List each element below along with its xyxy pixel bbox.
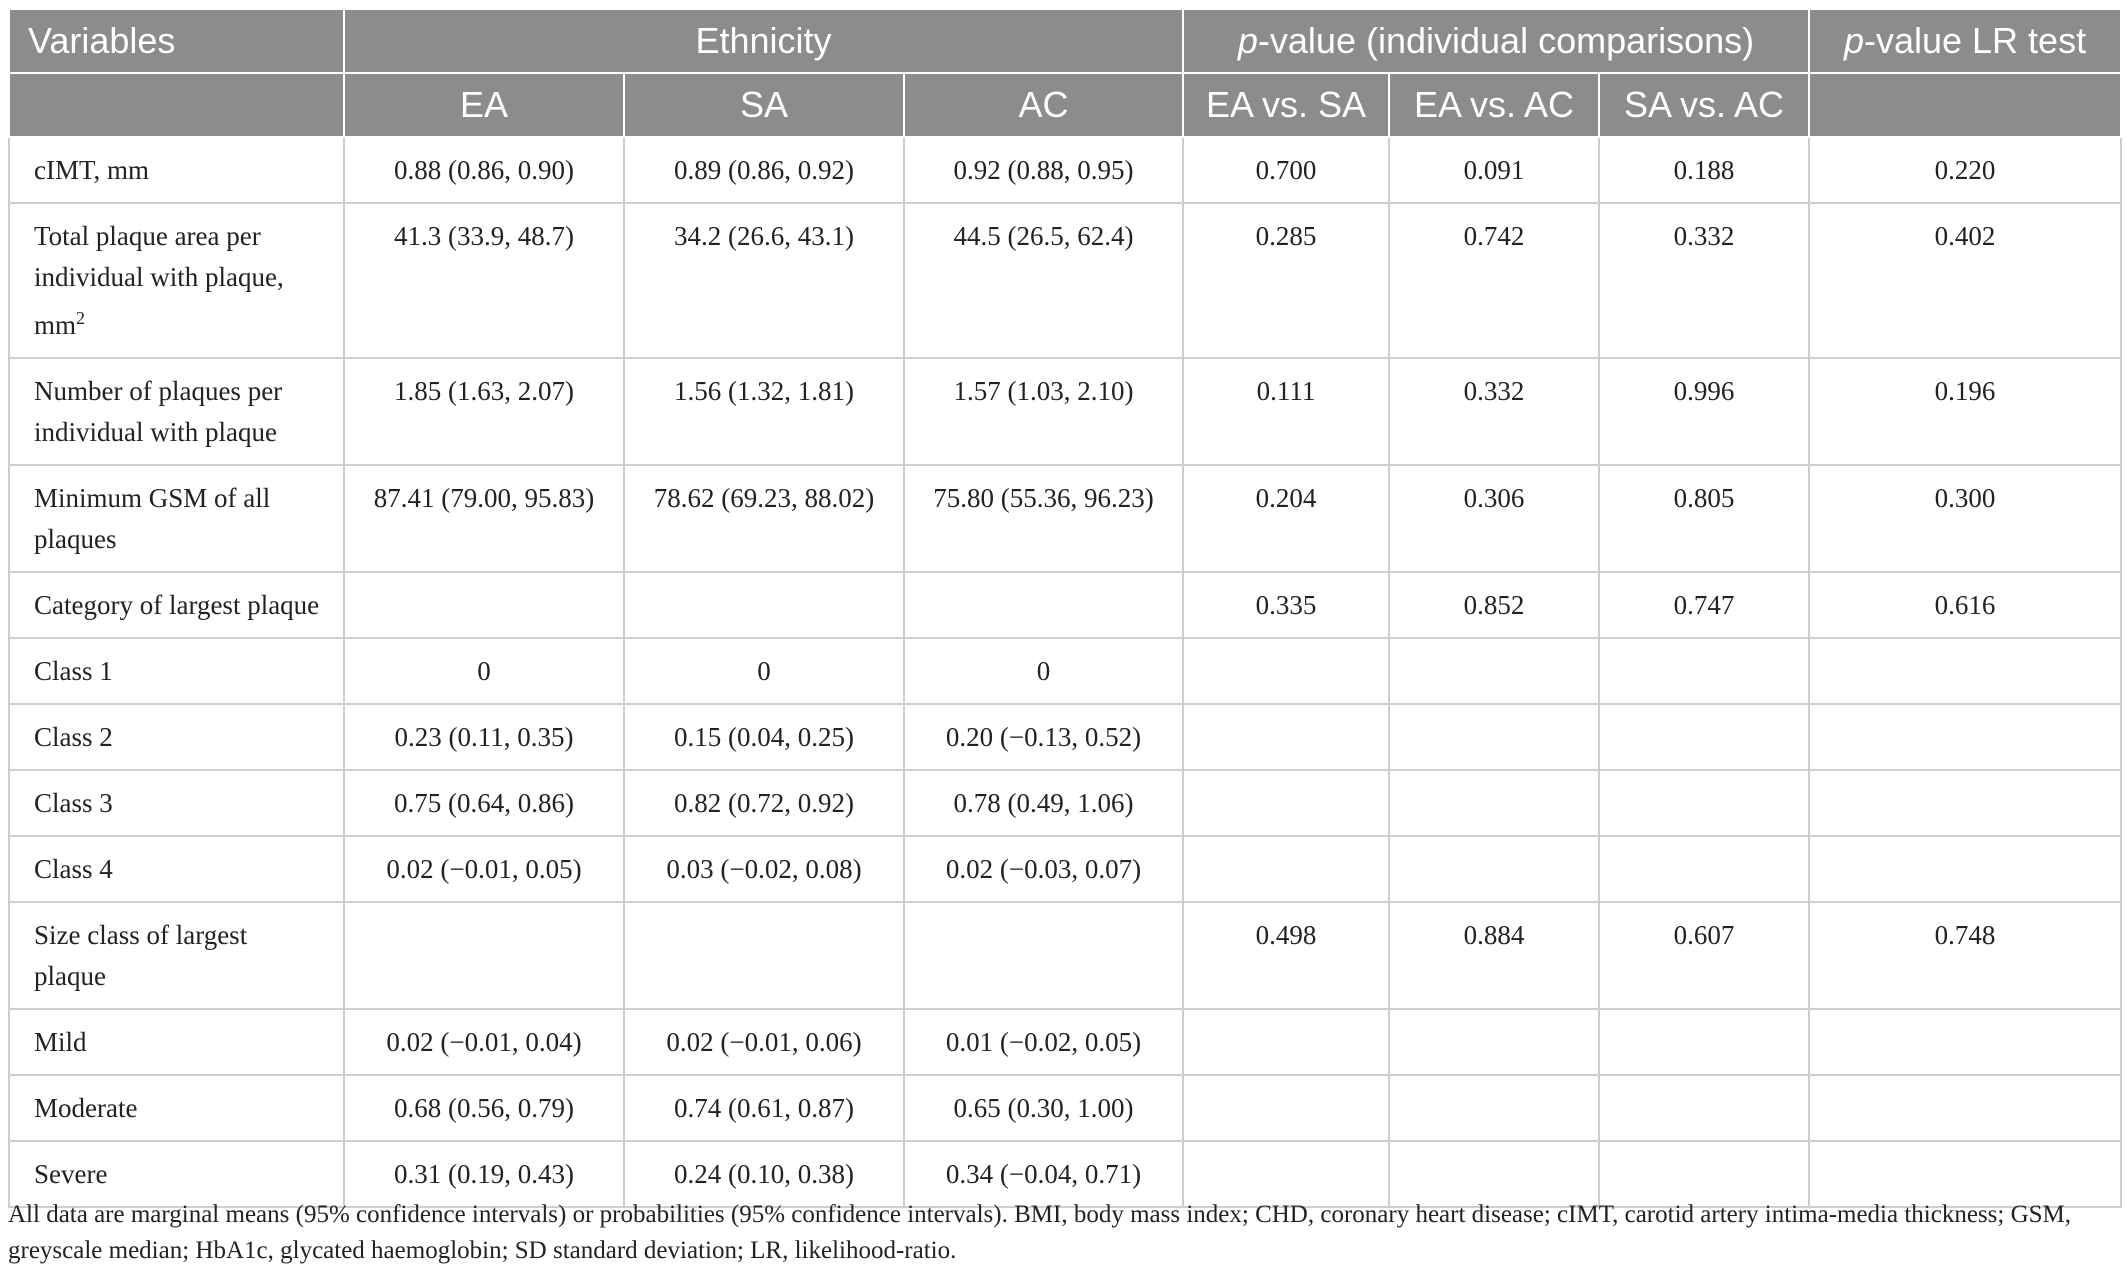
table-row bbox=[9, 137, 2121, 203]
cell-ea-vs-ac: 0.884 bbox=[1389, 902, 1599, 1009]
row-label-text: Moderate bbox=[34, 1093, 138, 1123]
table-row bbox=[9, 704, 2121, 770]
row-label bbox=[9, 902, 344, 1009]
row-label bbox=[9, 137, 344, 203]
cell-ac: 0.01 (−0.02, 0.05) bbox=[904, 1009, 1183, 1075]
cell-ea-vs-ac bbox=[1389, 638, 1599, 704]
row-label bbox=[9, 836, 344, 902]
cell-lr: 0.220 bbox=[1809, 137, 2121, 203]
cell-ea: 0 bbox=[344, 638, 624, 704]
table-row bbox=[9, 572, 2121, 638]
row-label bbox=[9, 572, 344, 638]
row-label-text: Mild bbox=[34, 1027, 87, 1057]
cell-ac: 0.65 (0.30, 1.00) bbox=[904, 1075, 1183, 1141]
row-label-text: Total plaque area per individual with plaque, mm bbox=[34, 221, 284, 340]
cell-ea-vs-ac: 0.852 bbox=[1389, 572, 1599, 638]
cell-ea: 0.31 (0.19, 0.43) bbox=[344, 1141, 624, 1207]
cell-ac bbox=[904, 902, 1183, 1009]
cell-ac bbox=[904, 572, 1183, 638]
cell-sa: 34.2 (26.6, 43.1) bbox=[624, 203, 904, 358]
cell-ea-vs-sa bbox=[1183, 1075, 1389, 1141]
row-label bbox=[9, 1009, 344, 1075]
cell-sa-vs-ac bbox=[1599, 836, 1809, 902]
table-row bbox=[9, 638, 2121, 704]
table-row bbox=[9, 203, 2121, 358]
header-pvalue-individual bbox=[1183, 9, 1809, 73]
results-table bbox=[8, 8, 2122, 1208]
cell-lr: 0.616 bbox=[1809, 572, 2121, 638]
header-ea: EA bbox=[344, 73, 624, 137]
cell-ac: 44.5 (26.5, 62.4) bbox=[904, 203, 1183, 358]
cell-lr bbox=[1809, 836, 2121, 902]
cell-ea-vs-ac: 0.332 bbox=[1389, 358, 1599, 465]
cell-ea-vs-ac bbox=[1389, 836, 1599, 902]
cell-sa: 0.24 (0.10, 0.38) bbox=[624, 1141, 904, 1207]
cell-ea bbox=[344, 902, 624, 1009]
cell-ac: 75.80 (55.36, 96.23) bbox=[904, 465, 1183, 572]
row-label bbox=[9, 465, 344, 572]
cell-sa: 0.82 (0.72, 0.92) bbox=[624, 770, 904, 836]
cell-lr: 0.402 bbox=[1809, 203, 2121, 358]
table-row bbox=[9, 902, 2121, 1009]
cell-lr: 0.196 bbox=[1809, 358, 2121, 465]
table-body bbox=[9, 137, 2121, 1207]
header-ethnicity: Ethnicity bbox=[344, 9, 1183, 73]
header-variables: Variables bbox=[9, 9, 344, 73]
header-pvalue-lr-text: -value LR test bbox=[1863, 20, 2087, 61]
cell-ea-vs-sa: 0.335 bbox=[1183, 572, 1389, 638]
cell-ea-vs-ac: 0.742 bbox=[1389, 203, 1599, 358]
cell-ea: 1.85 (1.63, 2.07) bbox=[344, 358, 624, 465]
cell-sa: 0.89 (0.86, 0.92) bbox=[624, 137, 904, 203]
row-label-text: Severe bbox=[34, 1159, 108, 1189]
cell-ac: 0.92 (0.88, 0.95) bbox=[904, 137, 1183, 203]
header-ea-vs-ac: EA vs. AC bbox=[1389, 73, 1599, 137]
cell-sa-vs-ac bbox=[1599, 1009, 1809, 1075]
cell-sa-vs-ac bbox=[1599, 638, 1809, 704]
cell-lr: 0.748 bbox=[1809, 902, 2121, 1009]
row-label bbox=[9, 638, 344, 704]
cell-sa-vs-ac: 0.607 bbox=[1599, 902, 1809, 1009]
cell-ea-vs-sa bbox=[1183, 836, 1389, 902]
row-label bbox=[9, 1075, 344, 1141]
cell-ea-vs-sa bbox=[1183, 770, 1389, 836]
header-ac: AC bbox=[904, 73, 1183, 137]
cell-ea-vs-sa bbox=[1183, 638, 1389, 704]
cell-lr bbox=[1809, 1075, 2121, 1141]
cell-sa: 0 bbox=[624, 638, 904, 704]
cell-ea: 0.02 (−0.01, 0.05) bbox=[344, 836, 624, 902]
cell-sa-vs-ac bbox=[1599, 1075, 1809, 1141]
cell-ea-vs-sa: 0.204 bbox=[1183, 465, 1389, 572]
row-label-text: cIMT, mm bbox=[34, 155, 149, 185]
row-label-text: Category of largest plaque bbox=[34, 590, 320, 620]
cell-ac: 0 bbox=[904, 638, 1183, 704]
cell-sa: 0.02 (−0.01, 0.06) bbox=[624, 1009, 904, 1075]
cell-lr bbox=[1809, 638, 2121, 704]
cell-sa-vs-ac: 0.805 bbox=[1599, 465, 1809, 572]
header-pvalue-individual-text: -value (individual comparisons) bbox=[1257, 20, 1755, 61]
header-sa: SA bbox=[624, 73, 904, 137]
cell-ea-vs-sa: 0.498 bbox=[1183, 902, 1389, 1009]
cell-ea-vs-sa bbox=[1183, 1009, 1389, 1075]
row-label-text: Minimum GSM of all plaques bbox=[34, 483, 271, 554]
cell-ea: 41.3 (33.9, 48.7) bbox=[344, 203, 624, 358]
cell-ac: 0.78 (0.49, 1.06) bbox=[904, 770, 1183, 836]
row-label-text: Size class of largest plaque bbox=[34, 920, 248, 991]
table-row bbox=[9, 836, 2121, 902]
cell-ea: 0.88 (0.86, 0.90) bbox=[344, 137, 624, 203]
header-ea-vs-sa: EA vs. SA bbox=[1183, 73, 1389, 137]
cell-ea-vs-sa: 0.285 bbox=[1183, 203, 1389, 358]
cell-lr: 0.300 bbox=[1809, 465, 2121, 572]
cell-sa-vs-ac bbox=[1599, 704, 1809, 770]
footnote: All data are marginal means (95% confidence intervals) or probabilities (95% confidence intervals). BMI, body mass index; CHD, coronary heart disease; cIMT, carotid artery intima-media thickness; GSM, greyscale median; HbA1c, glycated haemoglobin; SD standard deviation; LR, likelihood-ratio. bbox=[8, 1201, 2072, 1264]
cell-ea: 87.41 (79.00, 95.83) bbox=[344, 465, 624, 572]
table-row bbox=[9, 770, 2121, 836]
row-label-text: Number of plaques per individual with plaque bbox=[34, 376, 283, 447]
cell-ea-vs-ac bbox=[1389, 704, 1599, 770]
cell-sa: 0.15 (0.04, 0.25) bbox=[624, 704, 904, 770]
table-header bbox=[9, 9, 2121, 137]
cell-lr bbox=[1809, 1009, 2121, 1075]
cell-ea-vs-ac: 0.306 bbox=[1389, 465, 1599, 572]
table-row bbox=[9, 1075, 2121, 1141]
p-italic: p bbox=[1843, 20, 1864, 61]
cell-sa-vs-ac: 0.332 bbox=[1599, 203, 1809, 358]
cell-ea: 0.23 (0.11, 0.35) bbox=[344, 704, 624, 770]
cell-ea: 0.68 (0.56, 0.79) bbox=[344, 1075, 624, 1141]
header-row-2 bbox=[9, 73, 2121, 137]
cell-sa-vs-ac: 0.996 bbox=[1599, 358, 1809, 465]
cell-sa: 0.74 (0.61, 0.87) bbox=[624, 1075, 904, 1141]
header-sa-vs-ac: SA vs. AC bbox=[1599, 73, 1809, 137]
p-italic: p bbox=[1237, 20, 1258, 61]
row-label-text: Class 4 bbox=[34, 854, 113, 884]
header-empty bbox=[9, 73, 344, 137]
cell-lr bbox=[1809, 770, 2121, 836]
cell-ea-vs-sa: 0.111 bbox=[1183, 358, 1389, 465]
cell-ea: 0.02 (−0.01, 0.04) bbox=[344, 1009, 624, 1075]
cell-sa: 78.62 (69.23, 88.02) bbox=[624, 465, 904, 572]
cell-sa-vs-ac: 0.188 bbox=[1599, 137, 1809, 203]
row-label bbox=[9, 358, 344, 465]
row-label-text: Class 3 bbox=[34, 788, 113, 818]
cell-ea bbox=[344, 572, 624, 638]
cell-ea-vs-ac: 0.091 bbox=[1389, 137, 1599, 203]
cell-ea-vs-sa: 0.700 bbox=[1183, 137, 1389, 203]
cell-ac: 0.34 (−0.04, 0.71) bbox=[904, 1141, 1183, 1207]
row-label-superscript: 2 bbox=[76, 308, 86, 328]
table-row bbox=[9, 358, 2121, 465]
cell-ea-vs-ac bbox=[1389, 1009, 1599, 1075]
cell-sa bbox=[624, 902, 904, 1009]
row-label bbox=[9, 203, 344, 358]
cell-sa: 0.03 (−0.02, 0.08) bbox=[624, 836, 904, 902]
header-empty bbox=[1809, 73, 2121, 137]
cell-sa: 1.56 (1.32, 1.81) bbox=[624, 358, 904, 465]
header-pvalue-lr bbox=[1809, 9, 2121, 73]
cell-ac: 1.57 (1.03, 2.10) bbox=[904, 358, 1183, 465]
cell-ea-vs-ac bbox=[1389, 1075, 1599, 1141]
cell-ea: 0.75 (0.64, 0.86) bbox=[344, 770, 624, 836]
table-row bbox=[9, 1009, 2121, 1075]
row-label-text: Class 2 bbox=[34, 722, 113, 752]
cell-sa bbox=[624, 572, 904, 638]
row-label bbox=[9, 770, 344, 836]
row-label bbox=[9, 704, 344, 770]
table-row bbox=[9, 465, 2121, 572]
cell-sa-vs-ac: 0.747 bbox=[1599, 572, 1809, 638]
cell-ea-vs-sa bbox=[1183, 704, 1389, 770]
header-row-1 bbox=[9, 9, 2121, 73]
cell-lr bbox=[1809, 704, 2121, 770]
row-label-text: Class 1 bbox=[34, 656, 113, 686]
cell-ac: 0.20 (−0.13, 0.52) bbox=[904, 704, 1183, 770]
cell-sa-vs-ac bbox=[1599, 770, 1809, 836]
cell-ac: 0.02 (−0.03, 0.07) bbox=[904, 836, 1183, 902]
cell-ea-vs-ac bbox=[1389, 770, 1599, 836]
